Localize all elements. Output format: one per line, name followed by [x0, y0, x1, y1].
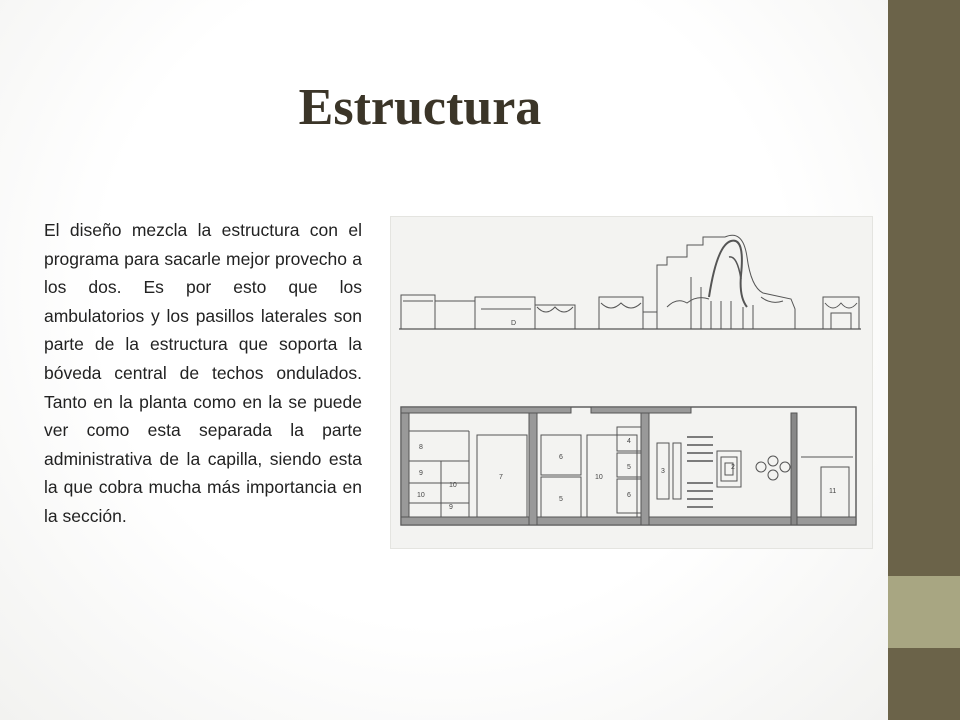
room-number: 9	[449, 504, 453, 511]
room-number: D	[511, 320, 517, 327]
room-number: 4	[627, 438, 631, 445]
section-drawing	[399, 235, 861, 329]
room-number: 2	[731, 464, 735, 471]
slide-body-text: El diseño mezcla la estructura con el programa para sacarle mejor provecho a los dos. Es por esto que los ambulatorios y los pasillos laterales son parte de la estructura que soporta la bóveda central de techos ondulados. Tanto en la planta como en la se puede ver como esta separada la parte administrativa de la capilla, siendo esta la que cobra mucha más importancia en la sección.	[44, 220, 362, 526]
room-number: 10	[595, 474, 603, 481]
sidebar-middle-band	[888, 576, 960, 648]
slide-title: Estructura	[298, 79, 542, 136]
architectural-drawing	[390, 216, 873, 549]
room-number: 11	[829, 488, 837, 495]
room-number: 9	[419, 470, 423, 477]
sidebar-bottom-band	[888, 648, 960, 720]
room-number: 7	[499, 474, 503, 481]
room-number: 10	[417, 492, 425, 499]
room-number: 5	[627, 464, 631, 471]
room-number: 10	[449, 482, 457, 489]
room-number: 3	[661, 468, 665, 475]
room-number: 6	[559, 454, 563, 461]
room-number: 5	[559, 496, 563, 503]
sidebar-top-band	[888, 0, 960, 576]
room-number: 6	[627, 492, 631, 499]
room-number: 8	[419, 444, 423, 451]
